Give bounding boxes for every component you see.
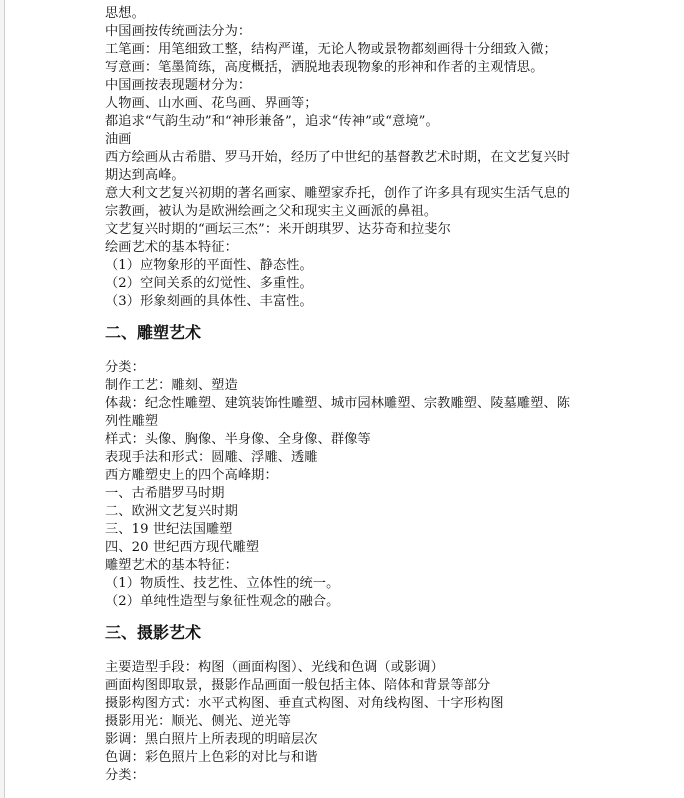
text-line: 油画 (105, 132, 132, 147)
section-photography-text (105, 659, 680, 785)
text-line: 期达到高峰。 (105, 168, 185, 183)
list-item: 二、欧洲文艺复兴时期 (105, 504, 238, 519)
list-item: （1）物质性、技艺性、立体性的统一。 (105, 576, 340, 591)
text-line: 体裁：纪念性雕塑、建筑装饰性雕塑、城市园林雕塑、宗教雕塑、陵墓雕塑、陈 (105, 396, 571, 411)
text-line: 文艺复兴时期的“画坛三杰”：米开朗琪罗、达芬奇和拉斐尔 (105, 222, 451, 237)
text-line: 中国画按表现题材分为： (105, 78, 252, 93)
text-line: 写意画：笔墨简练，高度概括，洒脱地表现物象的形神和作者的主观情思。 (105, 60, 544, 75)
text-line: 绘画艺术的基本特征： (105, 240, 238, 255)
text-line: 表现手法和形式：圆雕、浮雕、透雕 (105, 450, 318, 465)
text-line: 色调：彩色照片上色彩的对比与和谐 (105, 750, 318, 765)
text-line: 工笔画：用笔细致工整，结构严谨，无论人物或景物都刻画得十分细致入微； (105, 42, 557, 57)
text-line: 西方雕塑史上的四个高峰期： (105, 468, 278, 483)
section-heading-sculpture: 二、雕塑艺术 (105, 323, 202, 342)
text-line: 摄影构图方式：水平式构图、垂直式构图、对角线构图、十字形构图 (105, 696, 504, 711)
text-line: 中国画按传统画法分为： (105, 24, 252, 39)
text-line: 列性雕塑 (105, 414, 159, 429)
section-heading-photography: 三、摄影艺术 (105, 623, 202, 642)
text-line: 雕塑艺术的基本特征： (105, 558, 238, 573)
text-line: 影调：黑白照片上所表现的明暗层次 (105, 732, 318, 747)
text-line: 制作工艺：雕刻、塑造 (105, 378, 238, 393)
text-line: 分类： (105, 360, 145, 375)
text-line: 人物画、山水画、花鸟画、界画等； (105, 96, 318, 111)
document-body (105, 5, 680, 785)
text-line: 都追求“气韵生动”和“神形兼备”，追求“传神”或“意境”。 (105, 114, 439, 129)
section-sculpture-text (105, 359, 680, 611)
list-item: 四、20 世纪西方现代雕塑 (105, 540, 260, 555)
text-line: 摄影用光：顺光、侧光、逆光等 (105, 714, 292, 729)
list-item: （1）应物象形的平面性、静态性。 (105, 258, 313, 273)
text-line: 分类： (105, 768, 145, 783)
text-line: 意大利文艺复兴初期的著名画家、雕塑家乔托，创作了许多具有现实生活气息的 (105, 186, 571, 201)
text-line: 画面构图即取景，摄影作品画面一般包括主体、陪体和背景等部分 (105, 678, 491, 693)
page-left-edge (0, 0, 5, 798)
text-line: 宗教画，被认为是欧洲绘画之父和现实主义画派的鼻祖。 (105, 204, 438, 219)
text-line: 样式：头像、胸像、半身像、全身像、群像等 (105, 432, 371, 447)
list-item: （2）空间关系的幻觉性、多重性。 (105, 276, 313, 291)
text-line: 思想。 (105, 6, 145, 21)
list-item: （3）形象刻画的具体性、丰富性。 (105, 294, 313, 309)
section-painting-text (105, 5, 680, 311)
list-item: 一、古希腊罗马时期 (105, 486, 225, 501)
text-line: 主要造型手段：构图（画面构图）、光线和色调（或影调） (105, 660, 444, 675)
list-item: 三、19 世纪法国雕塑 (105, 522, 233, 537)
text-line: 西方绘画从古希腊、罗马开始，经历了中世纪的基督教艺术时期，在文艺复兴时 (105, 150, 571, 165)
list-item: （2）单纯性造型与象征性观念的融合。 (105, 594, 340, 609)
